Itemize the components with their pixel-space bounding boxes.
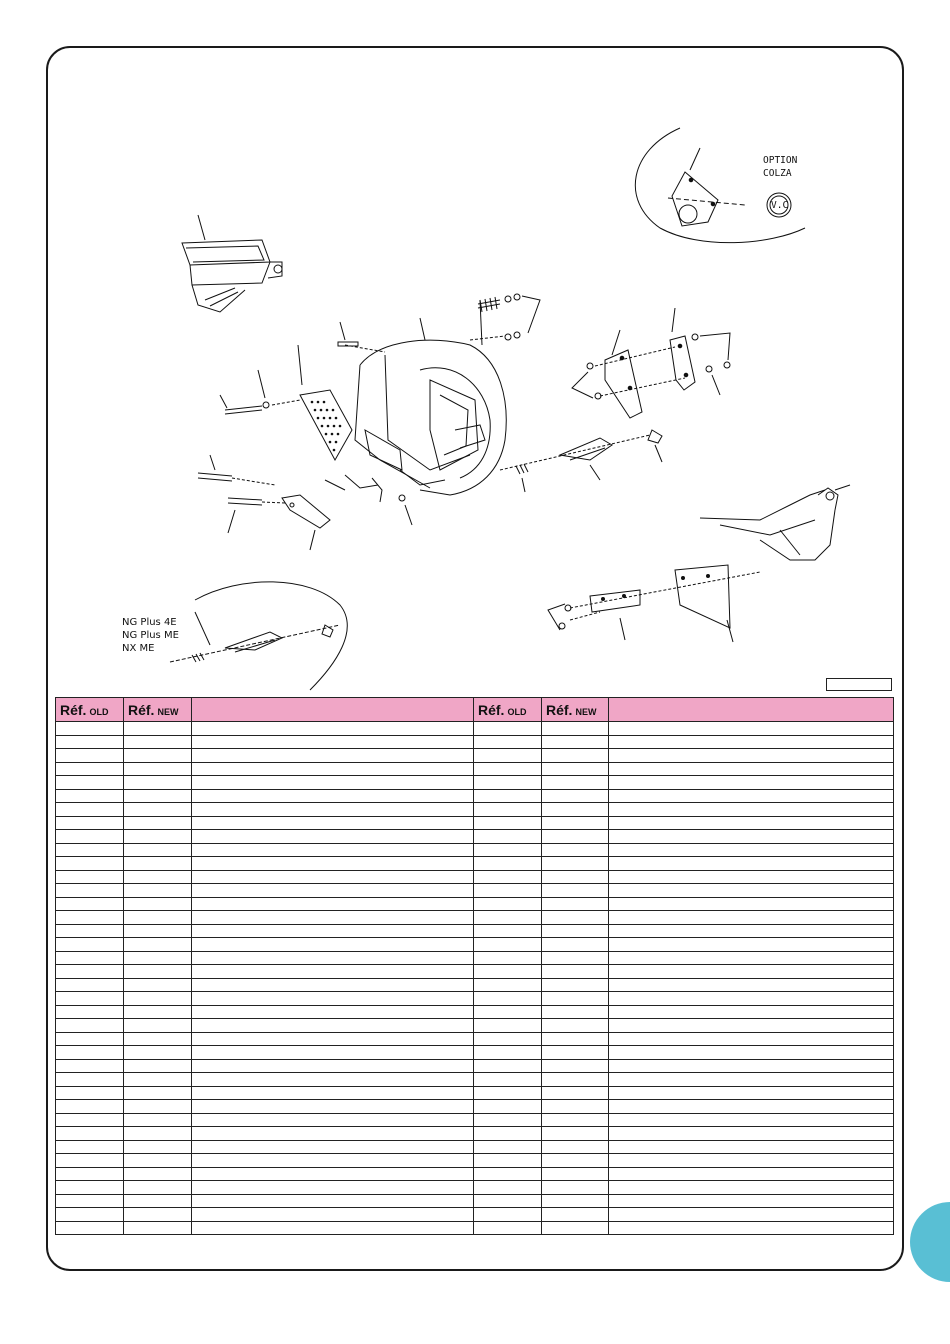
table-row bbox=[56, 1100, 894, 1114]
table-cell bbox=[474, 978, 542, 992]
table-cell bbox=[56, 1154, 124, 1168]
table-cell bbox=[542, 735, 609, 749]
table-cell bbox=[56, 1073, 124, 1087]
table-row bbox=[56, 803, 894, 817]
table-cell bbox=[474, 1127, 542, 1141]
table-cell bbox=[192, 938, 474, 952]
table-cell bbox=[124, 1154, 192, 1168]
table-cell bbox=[56, 1019, 124, 1033]
table-row bbox=[56, 776, 894, 790]
table-cell bbox=[609, 870, 894, 884]
table-cell bbox=[124, 830, 192, 844]
table-cell bbox=[192, 978, 474, 992]
table-row bbox=[56, 1113, 894, 1127]
grid-plate bbox=[220, 345, 352, 460]
table-cell bbox=[56, 803, 124, 817]
table-cell bbox=[56, 1046, 124, 1060]
table-cell bbox=[56, 776, 124, 790]
table-cell bbox=[474, 951, 542, 965]
table-cell bbox=[124, 1167, 192, 1181]
table-cell bbox=[542, 1100, 609, 1114]
table-cell bbox=[474, 1194, 542, 1208]
table-cell bbox=[56, 911, 124, 925]
table-cell bbox=[124, 897, 192, 911]
table-row bbox=[56, 816, 894, 830]
table-cell bbox=[192, 1127, 474, 1141]
table-row bbox=[56, 1221, 894, 1235]
main-housing bbox=[338, 300, 506, 495]
table-cell bbox=[542, 1221, 609, 1235]
table-row bbox=[56, 722, 894, 736]
table-cell bbox=[542, 1032, 609, 1046]
table-cell bbox=[192, 1208, 474, 1222]
table-cell bbox=[124, 1113, 192, 1127]
table-row bbox=[56, 1073, 894, 1087]
table-cell bbox=[474, 1059, 542, 1073]
table-cell bbox=[609, 1032, 894, 1046]
table-cell bbox=[124, 803, 192, 817]
col-ref-old-left: Réf. OLD bbox=[56, 698, 124, 722]
table-row bbox=[56, 1046, 894, 1060]
table-cell bbox=[192, 816, 474, 830]
table-cell bbox=[192, 1113, 474, 1127]
table-cell bbox=[124, 816, 192, 830]
table-cell bbox=[192, 1059, 474, 1073]
table-cell bbox=[56, 722, 124, 736]
table-row bbox=[56, 1167, 894, 1181]
table-cell bbox=[192, 735, 474, 749]
table-cell bbox=[542, 911, 609, 925]
col-ref-old-right: Réf. OLD bbox=[474, 698, 542, 722]
table-cell bbox=[56, 857, 124, 871]
table-cell bbox=[56, 1167, 124, 1181]
table-row bbox=[56, 1154, 894, 1168]
table-row bbox=[56, 1208, 894, 1222]
table-row bbox=[56, 762, 894, 776]
table-cell bbox=[124, 911, 192, 925]
table-cell bbox=[56, 938, 124, 952]
table-cell bbox=[56, 735, 124, 749]
table-cell bbox=[609, 1167, 894, 1181]
table-cell bbox=[609, 1100, 894, 1114]
table-cell bbox=[192, 1154, 474, 1168]
table-row bbox=[56, 1086, 894, 1100]
table-cell bbox=[474, 722, 542, 736]
table-cell bbox=[474, 870, 542, 884]
table-cell bbox=[56, 870, 124, 884]
table-cell bbox=[124, 776, 192, 790]
table-row bbox=[56, 735, 894, 749]
table-row bbox=[56, 978, 894, 992]
table-row bbox=[56, 1127, 894, 1141]
table-cell bbox=[474, 857, 542, 871]
table-cell bbox=[609, 938, 894, 952]
table-cell bbox=[474, 762, 542, 776]
table-cell bbox=[609, 924, 894, 938]
col-ref-new-right: Réf. NEW bbox=[542, 698, 609, 722]
table-row bbox=[56, 830, 894, 844]
table-row bbox=[56, 884, 894, 898]
table-cell bbox=[192, 803, 474, 817]
table-cell bbox=[56, 1194, 124, 1208]
table-cell bbox=[124, 1221, 192, 1235]
table-cell bbox=[609, 1019, 894, 1033]
table-row bbox=[56, 1005, 894, 1019]
table-header-row bbox=[56, 698, 894, 722]
table-cell bbox=[56, 762, 124, 776]
table-cell bbox=[474, 965, 542, 979]
table-cell bbox=[474, 911, 542, 925]
table-cell bbox=[56, 992, 124, 1006]
table-cell bbox=[56, 1005, 124, 1019]
table-cell bbox=[474, 1221, 542, 1235]
table-cell bbox=[609, 816, 894, 830]
spring-guide-right bbox=[500, 430, 662, 492]
colza-label: COLZA bbox=[763, 168, 792, 179]
table-cell bbox=[56, 897, 124, 911]
table-cell bbox=[609, 1073, 894, 1087]
table-cell bbox=[192, 722, 474, 736]
table-cell bbox=[609, 1086, 894, 1100]
lower-assembly bbox=[548, 485, 850, 642]
table-cell bbox=[474, 884, 542, 898]
table-cell bbox=[56, 1032, 124, 1046]
table-row bbox=[56, 911, 894, 925]
table-row bbox=[56, 1194, 894, 1208]
table-cell bbox=[192, 843, 474, 857]
option-label: OPTION bbox=[763, 155, 798, 166]
table-cell bbox=[542, 938, 609, 952]
table-cell bbox=[609, 830, 894, 844]
table-cell bbox=[609, 803, 894, 817]
table-cell bbox=[542, 1113, 609, 1127]
table-cell bbox=[542, 1208, 609, 1222]
table-cell bbox=[56, 1140, 124, 1154]
table-cell bbox=[56, 1059, 124, 1073]
table-cell bbox=[542, 870, 609, 884]
table-cell bbox=[474, 776, 542, 790]
table-cell bbox=[474, 1086, 542, 1100]
table-cell bbox=[609, 978, 894, 992]
table-cell bbox=[474, 1154, 542, 1168]
parts-table bbox=[55, 697, 894, 1235]
table-cell bbox=[124, 924, 192, 938]
table-cell bbox=[542, 1019, 609, 1033]
table-cell bbox=[542, 965, 609, 979]
table-cell bbox=[474, 735, 542, 749]
table-cell bbox=[609, 911, 894, 925]
table-cell bbox=[124, 1019, 192, 1033]
table-cell bbox=[474, 830, 542, 844]
table-cell bbox=[124, 1086, 192, 1100]
table-cell bbox=[542, 1086, 609, 1100]
table-cell bbox=[192, 762, 474, 776]
table-cell bbox=[542, 1046, 609, 1060]
table-cell bbox=[56, 951, 124, 965]
table-cell bbox=[474, 1100, 542, 1114]
table-cell bbox=[192, 951, 474, 965]
table-cell bbox=[56, 1100, 124, 1114]
option-colza-inset bbox=[635, 128, 805, 243]
table-cell bbox=[609, 857, 894, 871]
table-row bbox=[56, 789, 894, 803]
table-cell bbox=[474, 1046, 542, 1060]
table-cell bbox=[542, 1073, 609, 1087]
table-cell bbox=[56, 1127, 124, 1141]
table-row bbox=[56, 938, 894, 952]
table-cell bbox=[192, 749, 474, 763]
table-cell bbox=[474, 1140, 542, 1154]
table-cell bbox=[474, 1032, 542, 1046]
table-cell bbox=[56, 978, 124, 992]
table-cell bbox=[192, 830, 474, 844]
table-cell bbox=[474, 1113, 542, 1127]
table-cell bbox=[192, 1019, 474, 1033]
table-row bbox=[56, 1181, 894, 1195]
table-cell bbox=[609, 965, 894, 979]
table-row bbox=[56, 897, 894, 911]
table-cell bbox=[474, 1073, 542, 1087]
table-cell bbox=[192, 924, 474, 938]
table-cell bbox=[124, 1073, 192, 1087]
table-cell bbox=[192, 911, 474, 925]
table-cell bbox=[542, 884, 609, 898]
table-cell bbox=[192, 1032, 474, 1046]
table-cell bbox=[124, 965, 192, 979]
table-cell bbox=[542, 992, 609, 1006]
vc-badge-text: V.C bbox=[771, 200, 789, 211]
table-cell bbox=[124, 1046, 192, 1060]
table-cell bbox=[56, 965, 124, 979]
pins-bracket bbox=[198, 455, 412, 550]
table-body bbox=[56, 722, 894, 1235]
table-cell bbox=[542, 762, 609, 776]
col-ref-new-left: Réf. NEW bbox=[124, 698, 192, 722]
table-cell bbox=[609, 897, 894, 911]
table-cell bbox=[56, 830, 124, 844]
page-tab bbox=[910, 1202, 950, 1282]
table-cell bbox=[192, 1086, 474, 1100]
table-cell bbox=[542, 951, 609, 965]
table-cell bbox=[192, 1167, 474, 1181]
table-cell bbox=[124, 749, 192, 763]
table-cell bbox=[609, 776, 894, 790]
table-cell bbox=[124, 857, 192, 871]
table-cell bbox=[474, 843, 542, 857]
hopper-part bbox=[182, 215, 282, 312]
table-cell bbox=[542, 803, 609, 817]
table-cell bbox=[542, 857, 609, 871]
table-cell bbox=[56, 816, 124, 830]
table-cell bbox=[124, 1140, 192, 1154]
table-cell bbox=[542, 843, 609, 857]
table-cell bbox=[609, 735, 894, 749]
table-cell bbox=[56, 1208, 124, 1222]
table-cell bbox=[542, 1005, 609, 1019]
table-row bbox=[56, 951, 894, 965]
table-cell bbox=[542, 924, 609, 938]
table-cell bbox=[542, 1167, 609, 1181]
table-cell bbox=[474, 789, 542, 803]
table-cell bbox=[192, 1140, 474, 1154]
table-cell bbox=[124, 735, 192, 749]
table-cell bbox=[609, 1127, 894, 1141]
table-cell bbox=[542, 722, 609, 736]
table-cell bbox=[124, 992, 192, 1006]
table-cell bbox=[542, 776, 609, 790]
table-row bbox=[56, 1032, 894, 1046]
model-label-1: NG Plus 4E bbox=[122, 617, 177, 628]
table-row bbox=[56, 870, 894, 884]
side-plates bbox=[572, 308, 730, 418]
table-cell bbox=[192, 1073, 474, 1087]
table-cell bbox=[474, 816, 542, 830]
table-cell bbox=[56, 924, 124, 938]
table-row bbox=[56, 1019, 894, 1033]
table-cell bbox=[474, 924, 542, 938]
table-cell bbox=[542, 816, 609, 830]
table-cell bbox=[56, 749, 124, 763]
table-cell bbox=[124, 978, 192, 992]
table-row bbox=[56, 1140, 894, 1154]
table-cell bbox=[192, 1005, 474, 1019]
table-cell bbox=[124, 762, 192, 776]
reference-box bbox=[826, 678, 892, 691]
table-cell bbox=[56, 843, 124, 857]
table-cell bbox=[124, 1208, 192, 1222]
table-cell bbox=[542, 1181, 609, 1195]
table-row bbox=[56, 924, 894, 938]
table-cell bbox=[124, 1059, 192, 1073]
table-row bbox=[56, 857, 894, 871]
table-cell bbox=[609, 1046, 894, 1060]
table-cell bbox=[192, 857, 474, 871]
table-cell bbox=[124, 722, 192, 736]
model-label-2: NG Plus ME bbox=[122, 630, 179, 641]
table-cell bbox=[124, 789, 192, 803]
table-cell bbox=[56, 1086, 124, 1100]
table-cell bbox=[56, 1181, 124, 1195]
table-cell bbox=[56, 1113, 124, 1127]
table-cell bbox=[609, 1140, 894, 1154]
table-cell bbox=[609, 789, 894, 803]
table-cell bbox=[609, 762, 894, 776]
table-cell bbox=[542, 1127, 609, 1141]
table-cell bbox=[192, 1194, 474, 1208]
model-label-3: NX ME bbox=[122, 643, 155, 654]
table-cell bbox=[474, 938, 542, 952]
table-cell bbox=[542, 1154, 609, 1168]
table-cell bbox=[192, 897, 474, 911]
models-inset bbox=[170, 582, 347, 690]
table-cell bbox=[124, 870, 192, 884]
table-cell bbox=[124, 843, 192, 857]
table-cell bbox=[609, 992, 894, 1006]
table-cell bbox=[192, 965, 474, 979]
table-cell bbox=[542, 1140, 609, 1154]
table-cell bbox=[609, 1005, 894, 1019]
table-row bbox=[56, 843, 894, 857]
table-cell bbox=[124, 1005, 192, 1019]
col-description-left bbox=[192, 698, 474, 722]
table-cell bbox=[542, 749, 609, 763]
table-row bbox=[56, 749, 894, 763]
table-cell bbox=[124, 1127, 192, 1141]
table-cell bbox=[56, 884, 124, 898]
table-cell bbox=[192, 776, 474, 790]
table-cell bbox=[474, 992, 542, 1006]
table-cell bbox=[474, 1005, 542, 1019]
table-cell bbox=[124, 1194, 192, 1208]
table-cell bbox=[192, 1181, 474, 1195]
table-cell bbox=[192, 870, 474, 884]
table-cell bbox=[609, 749, 894, 763]
table-cell bbox=[192, 789, 474, 803]
table-cell bbox=[192, 1221, 474, 1235]
table-cell bbox=[474, 1167, 542, 1181]
table-cell bbox=[609, 1221, 894, 1235]
table-cell bbox=[192, 884, 474, 898]
table-row bbox=[56, 965, 894, 979]
table-cell bbox=[474, 1019, 542, 1033]
table-cell bbox=[474, 803, 542, 817]
table-cell bbox=[474, 1181, 542, 1195]
table-cell bbox=[609, 843, 894, 857]
table-cell bbox=[192, 1046, 474, 1060]
table-cell bbox=[542, 789, 609, 803]
table-cell bbox=[56, 1221, 124, 1235]
table-cell bbox=[124, 1100, 192, 1114]
table-cell bbox=[474, 749, 542, 763]
table-cell bbox=[609, 951, 894, 965]
table-cell bbox=[474, 897, 542, 911]
table-cell bbox=[56, 789, 124, 803]
table-cell bbox=[609, 1194, 894, 1208]
table-cell bbox=[609, 1059, 894, 1073]
table-cell bbox=[542, 830, 609, 844]
table-cell bbox=[609, 722, 894, 736]
table-cell bbox=[192, 1100, 474, 1114]
table-row bbox=[56, 992, 894, 1006]
col-description-right bbox=[609, 698, 894, 722]
table-cell bbox=[609, 1208, 894, 1222]
table-cell bbox=[609, 1154, 894, 1168]
table-cell bbox=[609, 884, 894, 898]
table-cell bbox=[542, 897, 609, 911]
table-cell bbox=[609, 1181, 894, 1195]
table-cell bbox=[124, 1181, 192, 1195]
table-cell bbox=[542, 978, 609, 992]
table-cell bbox=[124, 951, 192, 965]
table-cell bbox=[124, 1032, 192, 1046]
table-cell bbox=[542, 1059, 609, 1073]
table-cell bbox=[192, 992, 474, 1006]
table-cell bbox=[124, 938, 192, 952]
table-cell bbox=[542, 1194, 609, 1208]
table-row bbox=[56, 1059, 894, 1073]
table-cell bbox=[474, 1208, 542, 1222]
table-cell bbox=[124, 884, 192, 898]
table-cell bbox=[609, 1113, 894, 1127]
